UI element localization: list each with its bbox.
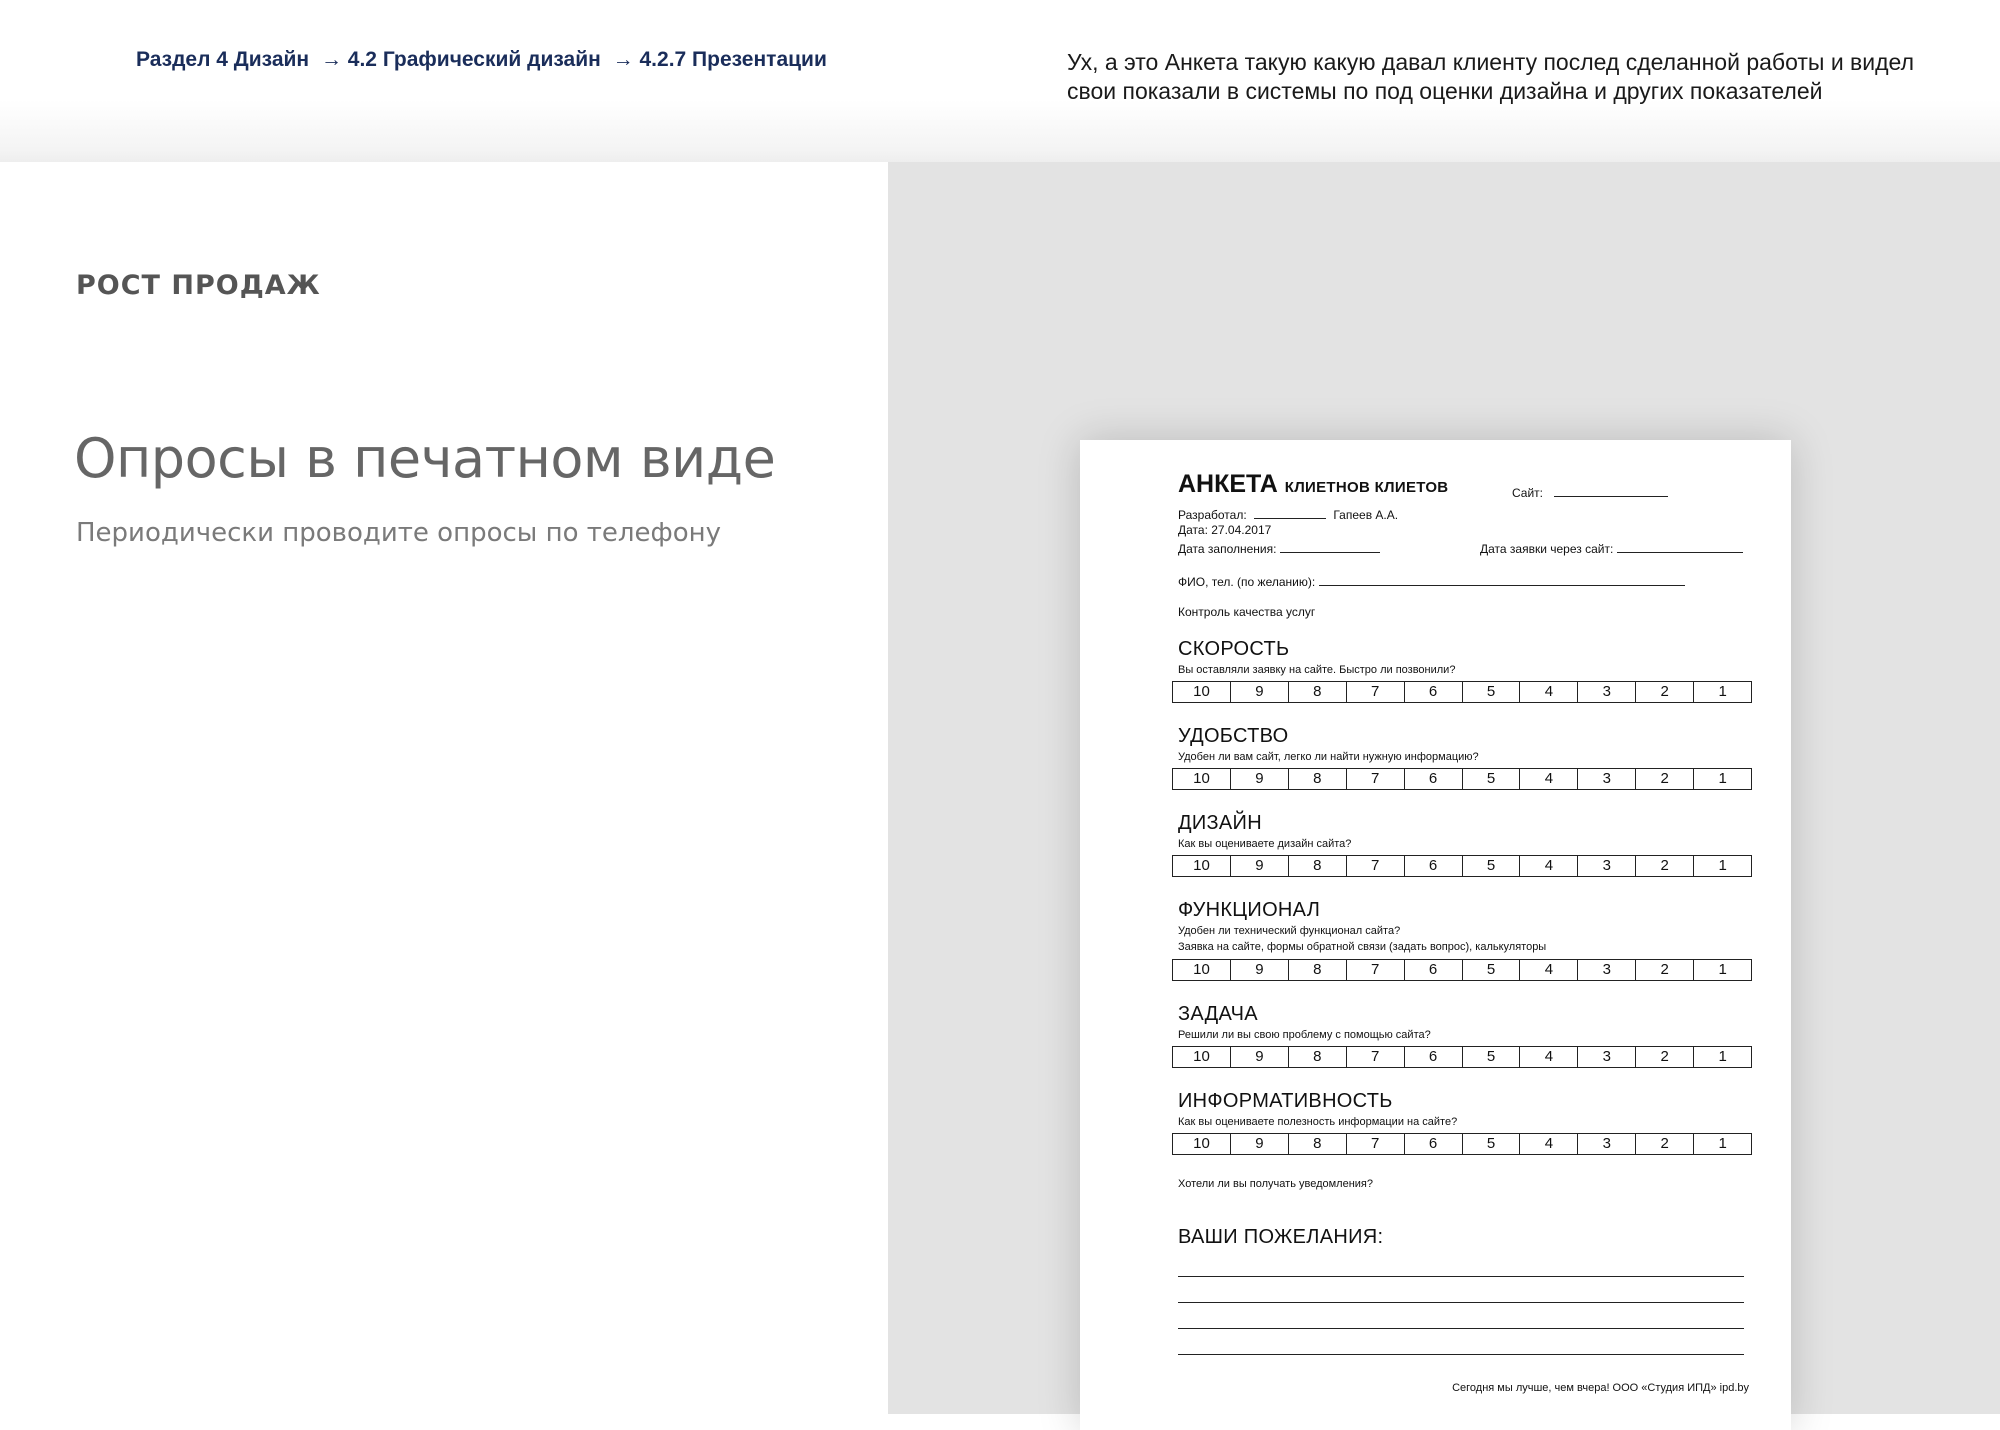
- rating-cell: 8: [1288, 1134, 1346, 1154]
- section-heading: СКОРОСТЬ: [1178, 638, 1290, 660]
- rating-cell: 10: [1193, 857, 1210, 874]
- wish-line: [1178, 1276, 1744, 1277]
- form-date: Дата: 27.04.2017: [1178, 523, 1272, 537]
- survey-form-sheet: [1080, 440, 1791, 1430]
- rating-cell: 3: [1577, 960, 1635, 980]
- section-label: РОСТ ПРОДАЖ: [76, 270, 321, 301]
- rating-cell: 9: [1230, 1047, 1288, 1067]
- rating-cell: 6: [1404, 769, 1462, 789]
- rating-cell: 6: [1404, 682, 1462, 702]
- rating-cell: 2: [1635, 1134, 1693, 1154]
- rating-cell: 9: [1230, 682, 1288, 702]
- section-question: Вы оставляли заявку на сайте. Быстро ли позвонили?: [1178, 664, 1456, 676]
- rating-cell: 8: [1288, 682, 1346, 702]
- section-question: Решили ли вы свою проблему с помощью сайта?: [1178, 1029, 1431, 1041]
- rating-cell: 8: [1288, 1047, 1346, 1067]
- wish-line: [1178, 1354, 1744, 1355]
- rating-cell: 6: [1404, 960, 1462, 980]
- rating-cell: 8: [1288, 769, 1346, 789]
- rating-cell: 4: [1519, 1134, 1577, 1154]
- rating-cell: 4: [1519, 856, 1577, 876]
- breadcrumb-item-presentations[interactable]: → 4.2.7 Презентации: [612, 48, 827, 71]
- rating-scale: [1172, 855, 1752, 877]
- form-request-date: Дата заявки через сайт:: [1480, 540, 1743, 556]
- rating-scale: [1172, 959, 1752, 981]
- form-site-field: Сайт:: [1512, 484, 1668, 500]
- rating-cell: 1: [1693, 769, 1751, 789]
- rating-cell: 6: [1404, 1047, 1462, 1067]
- rating-cell: 7: [1346, 682, 1404, 702]
- rating-scale: [1172, 1046, 1752, 1068]
- rating-cell: 9: [1230, 960, 1288, 980]
- top-header: [0, 0, 2000, 162]
- rating-cell: 3: [1577, 1047, 1635, 1067]
- rating-cell: 7: [1346, 769, 1404, 789]
- section-question-extra: Заявка на сайте, формы обратной связи (задать вопрос), калькуляторы: [1178, 941, 1547, 953]
- rating-cell: 6: [1404, 1134, 1462, 1154]
- rating-cell: 4: [1519, 1047, 1577, 1067]
- form-title: АНКЕТА КЛИЕТНОВ КЛИЕТОВ: [1178, 470, 1449, 498]
- rating-cell: 10: [1193, 770, 1210, 787]
- rating-cell: 10: [1193, 683, 1210, 700]
- rating-cell: 10: [1193, 961, 1210, 978]
- breadcrumb: [136, 48, 833, 72]
- rating-cell: 7: [1346, 1047, 1404, 1067]
- section-heading: УДОБСТВО: [1178, 725, 1289, 747]
- wishes-heading: ВАШИ ПОЖЕЛАНИЯ:: [1178, 1226, 1384, 1248]
- wish-line: [1178, 1328, 1744, 1329]
- rating-cell: 4: [1519, 960, 1577, 980]
- header-note: Ух, а это Анкета такую какую давал клиенту послед сделанной работы и видел свои показали в системы по под оценки дизайна и других показателей: [1067, 49, 1914, 104]
- rating-cell: 5: [1462, 769, 1520, 789]
- section-question: Как вы оцениваете полезность информации на сайте?: [1178, 1116, 1458, 1128]
- rating-scale: [1172, 681, 1752, 703]
- rating-cell: 3: [1577, 1134, 1635, 1154]
- rating-cell: 9: [1230, 856, 1288, 876]
- page-subtitle: Периодически проводите опросы по телефону: [76, 518, 722, 548]
- right-panel: [888, 162, 2000, 1414]
- breadcrumb-item-graphic-design[interactable]: → 4.2 Графический дизайн: [320, 48, 601, 71]
- wish-line: [1178, 1302, 1744, 1303]
- section-heading: ФУНКЦИОНАЛ: [1178, 899, 1321, 921]
- rating-cell: 5: [1462, 1047, 1520, 1067]
- rating-cell: 10: [1193, 1048, 1210, 1065]
- rating-cell: 7: [1346, 856, 1404, 876]
- section-heading: ДИЗАЙН: [1178, 812, 1262, 834]
- rating-cell: 4: [1519, 682, 1577, 702]
- section-question: Удобен ли технический функционал сайта?: [1178, 925, 1401, 937]
- rating-cell: 1: [1693, 960, 1751, 980]
- section-question: Удобен ли вам сайт, легко ли найти нужную информацию?: [1178, 751, 1479, 763]
- form-footer: Сегодня мы лучше, чем вчера! ООО «Студия ИПД» ipd.by: [1452, 1382, 1749, 1394]
- rating-cell: 6: [1404, 856, 1462, 876]
- form-developer: Разработал: Гапеев А.А.: [1178, 508, 1399, 522]
- rating-cell: 2: [1635, 960, 1693, 980]
- breadcrumb-item-section[interactable]: Раздел 4 Дизайн: [136, 48, 310, 71]
- rating-cell: 8: [1288, 960, 1346, 980]
- rating-cell: 1: [1693, 856, 1751, 876]
- rating-cell: 9: [1230, 1134, 1288, 1154]
- rating-cell: 7: [1346, 1134, 1404, 1154]
- rating-cell: 7: [1346, 960, 1404, 980]
- section-question: Как вы оцениваете дизайн сайта?: [1178, 838, 1352, 850]
- section-heading: ЗАДАЧА: [1178, 1003, 1258, 1025]
- rating-cell: 2: [1635, 1047, 1693, 1067]
- rating-scale: [1172, 768, 1752, 790]
- form-quality-control: Контроль качества услуг: [1178, 605, 1316, 619]
- rating-cell: 2: [1635, 682, 1693, 702]
- left-panel: [0, 162, 888, 1414]
- page-title: Опросы в печатном виде: [74, 427, 776, 490]
- form-fill-date: Дата заполнения:: [1178, 540, 1380, 556]
- rating-cell: 10: [1193, 1135, 1210, 1152]
- rating-cell: 1: [1693, 682, 1751, 702]
- section-heading: ИНФОРМАТИВНОСТЬ: [1178, 1090, 1393, 1112]
- rating-cell: 4: [1519, 769, 1577, 789]
- form-fio: ФИО, тел. (по желанию):: [1178, 573, 1685, 589]
- rating-cell: 3: [1577, 682, 1635, 702]
- rating-cell: 5: [1462, 856, 1520, 876]
- rating-cell: 9: [1230, 769, 1288, 789]
- rating-cell: 8: [1288, 856, 1346, 876]
- rating-cell: 1: [1693, 1047, 1751, 1067]
- rating-cell: 5: [1462, 1134, 1520, 1154]
- rating-cell: 1: [1693, 1134, 1751, 1154]
- rating-cell: 5: [1462, 960, 1520, 980]
- rating-scale: [1172, 1133, 1752, 1155]
- rating-cell: 3: [1577, 856, 1635, 876]
- rating-cell: 2: [1635, 769, 1693, 789]
- rating-cell: 3: [1577, 769, 1635, 789]
- rating-cell: 2: [1635, 856, 1693, 876]
- rating-cell: 5: [1462, 682, 1520, 702]
- notifications-question: Хотели ли вы получать уведомления?: [1178, 1178, 1374, 1190]
